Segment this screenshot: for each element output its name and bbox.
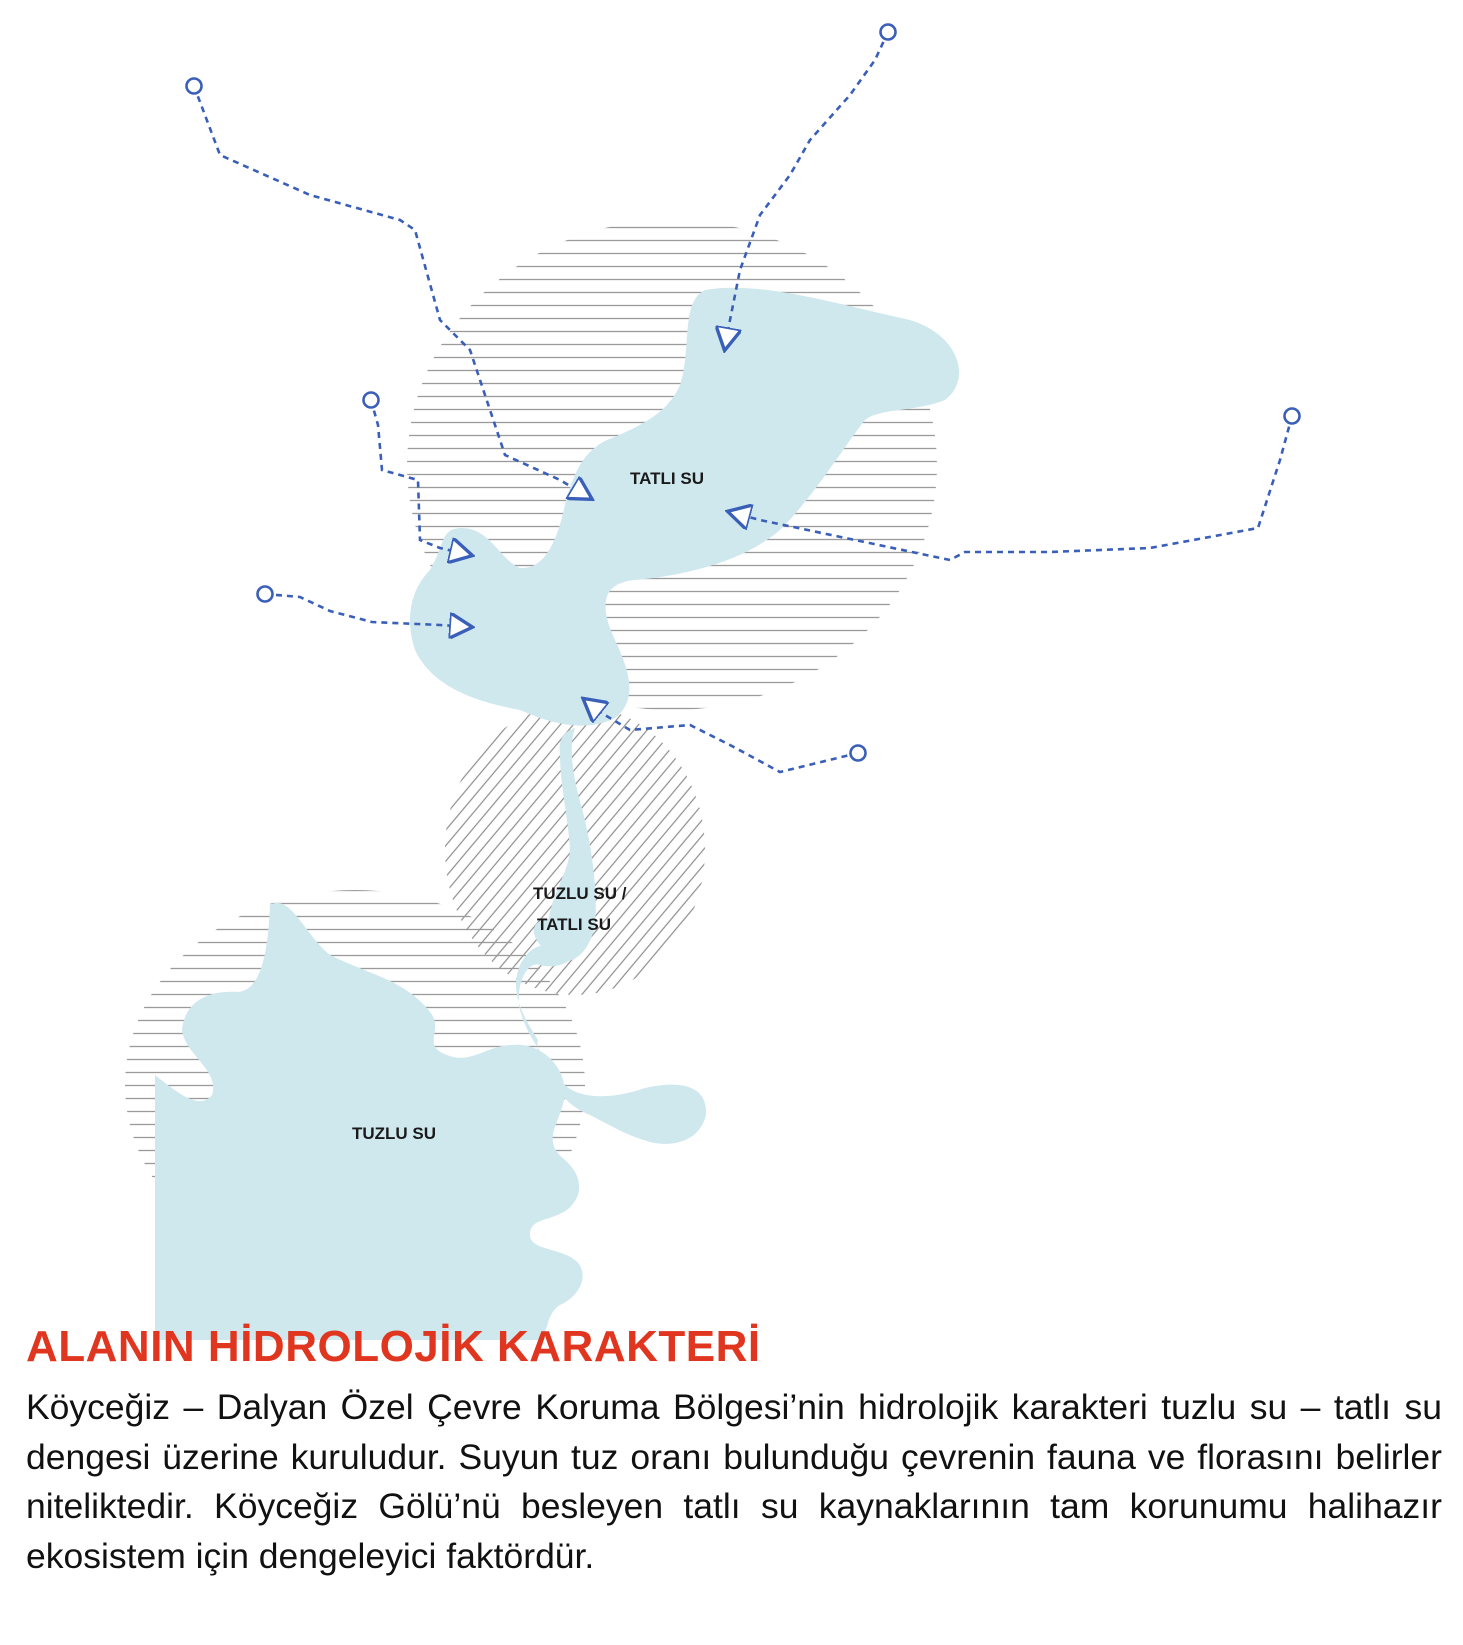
label-salt-water: TUZLU SU [352,1124,437,1143]
label-brackish-line1: TUZLU SU / [533,884,627,903]
source-circle-icon [258,587,273,602]
source-circle-icon [881,25,896,40]
page-title: ALANIN HİDROLOJİK KARAKTERİ [26,1322,761,1371]
source-circle-icon [187,79,202,94]
source-circle-icon [364,393,379,408]
description-paragraph: Köyceğiz – Dalyan Özel Çevre Koruma Bölgesi’nin hidrolojik karakteri tuzlu su – tatlı su dengesi üzerine kuruludur. Suyun tuz oranı bulunduğu çevrenin fauna ve florasını belirler niteliktedir. Köyceğiz Gölü’nü besleyen tatlı su kaynaklarının tam korunumu halihazır ekosistem için dengeleyici faktördür. [26,1387,1442,1576]
source-circle-icon [1285,409,1300,424]
source-circle-icon [851,746,866,761]
label-brackish-line2: TATLI SU [537,915,611,934]
label-fresh-water: TATLI SU [630,469,704,488]
